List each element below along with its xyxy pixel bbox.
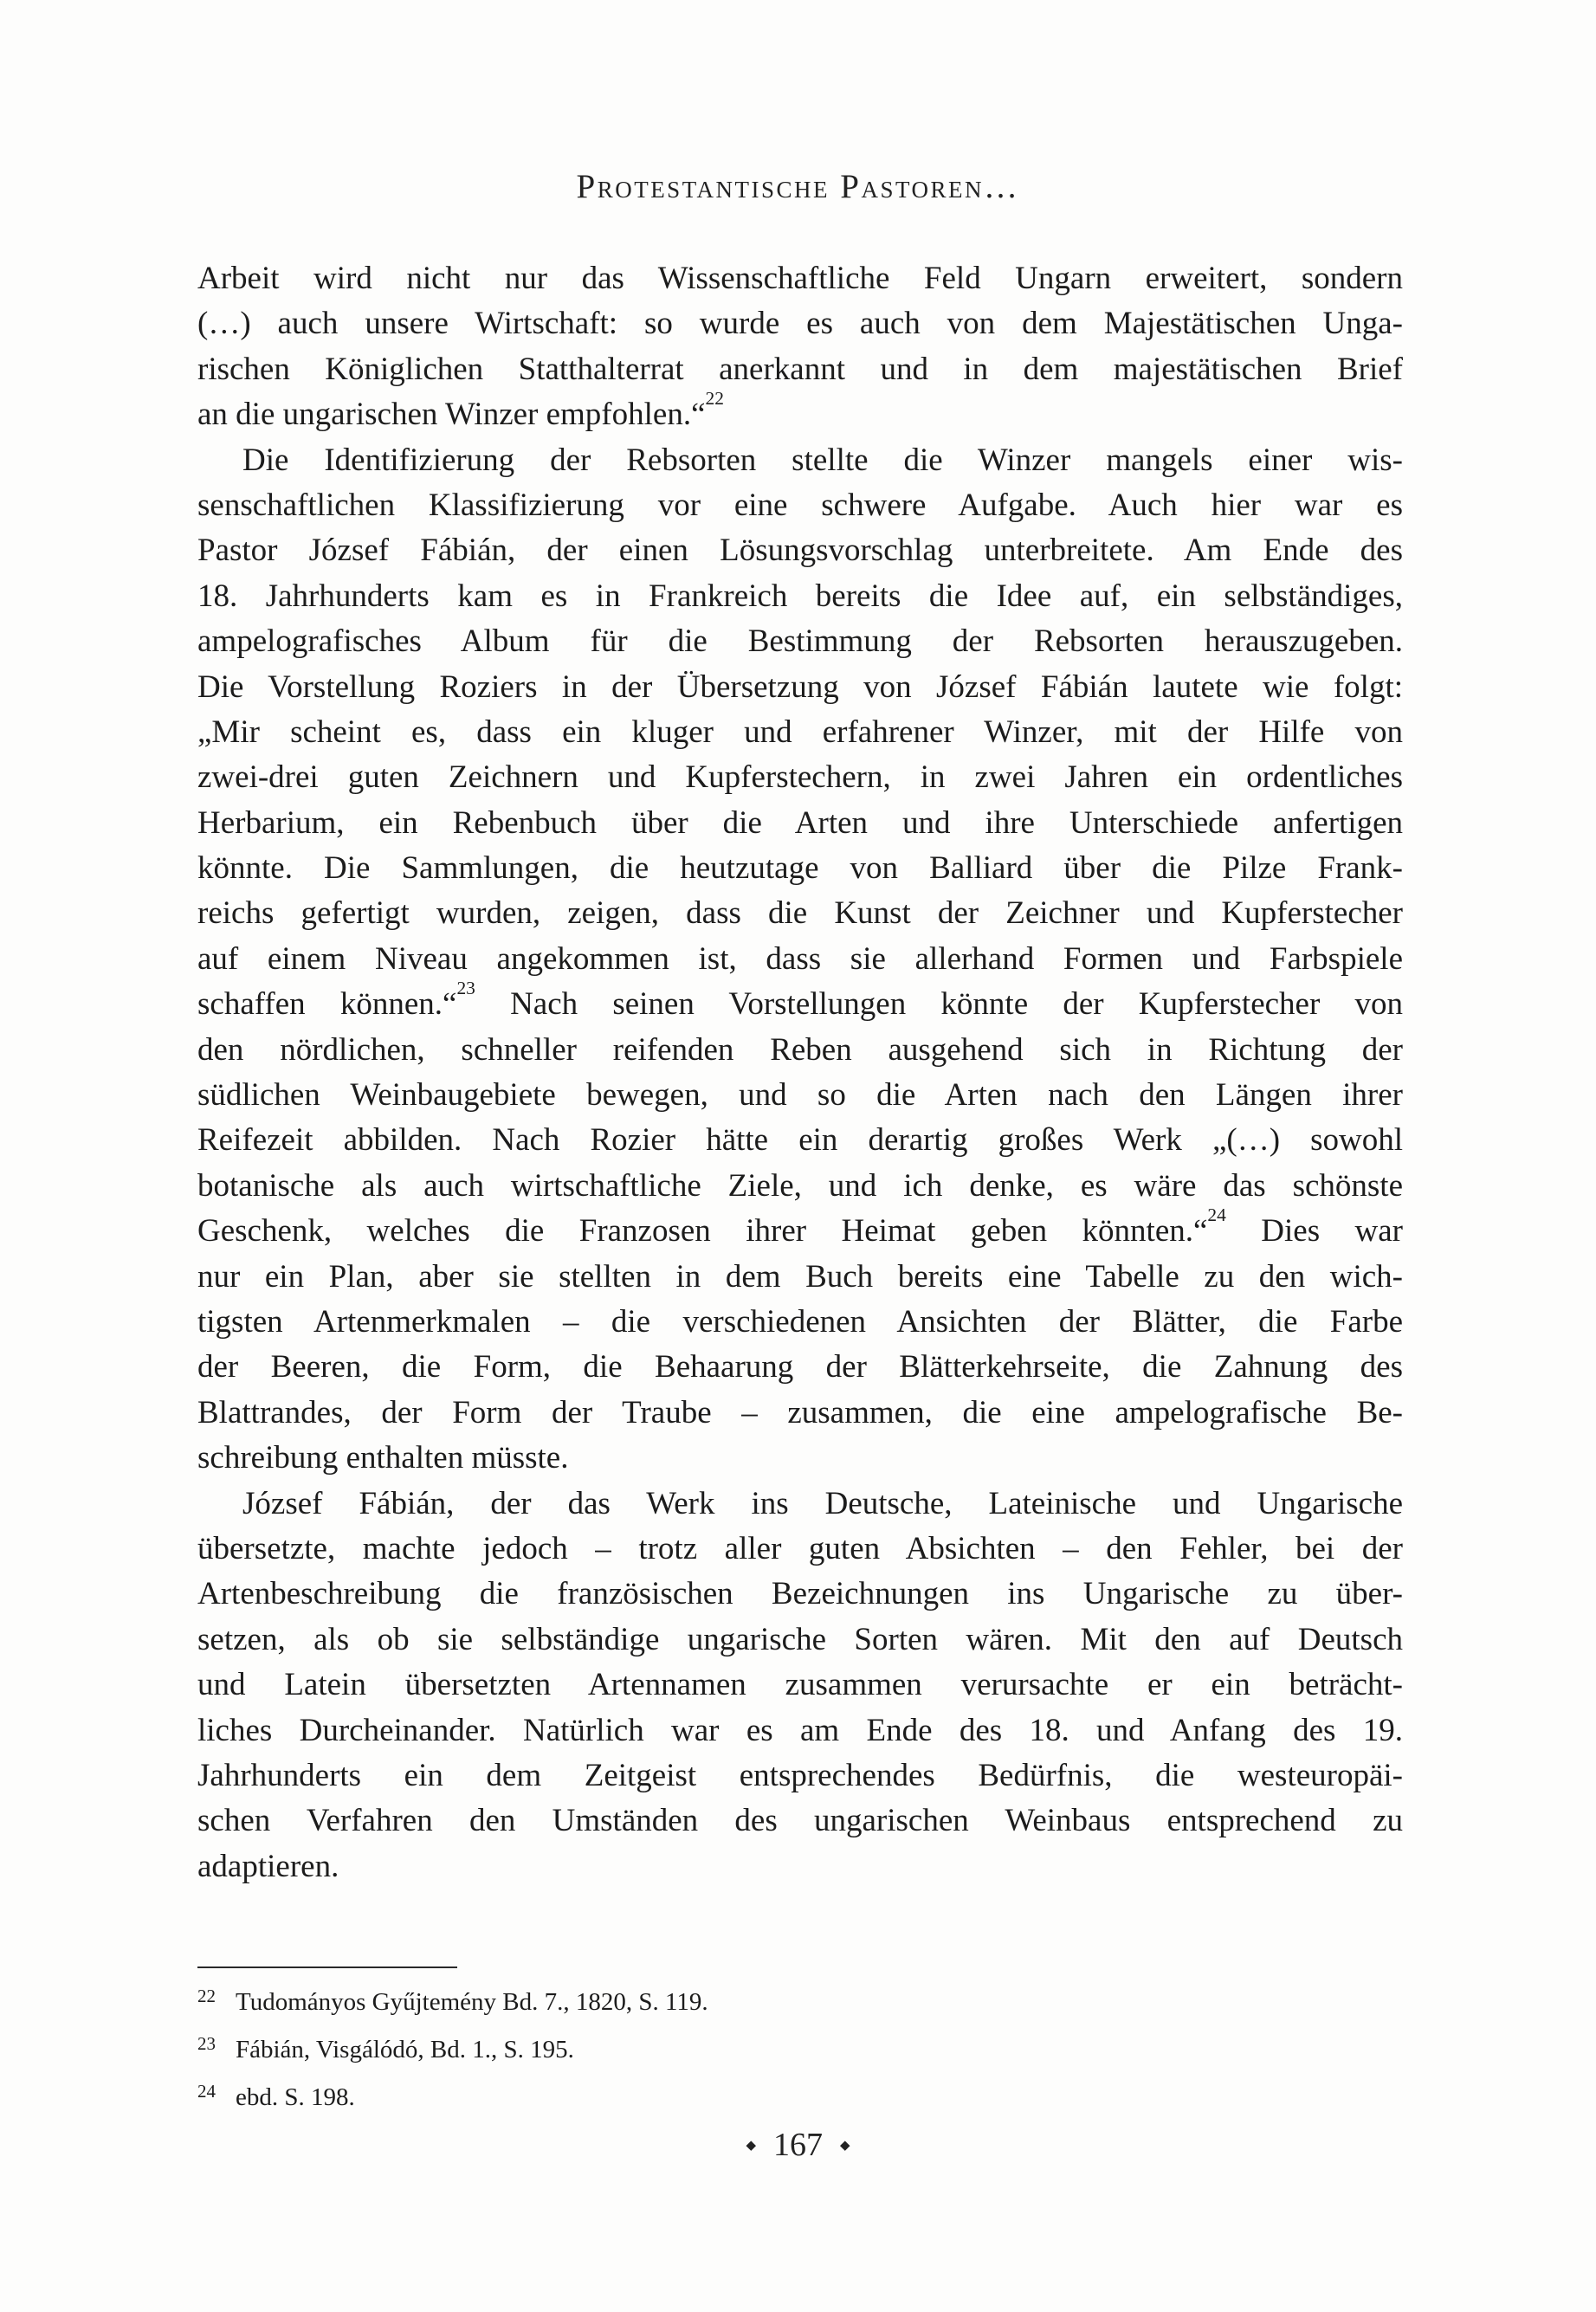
- text-line: schreibung enthalten müsste.: [197, 1440, 569, 1476]
- text-line: Jahrhunderts ein dem Zeitgeist entsprechendes Bedürfnis, die westeuropäi-: [197, 1757, 1403, 1793]
- footnote-ref: 24: [1207, 1209, 1226, 1226]
- text-line: Geschenk, welches die Franzosen ihrer Heimat geben könnten.“$^{24}$ Dies war: [197, 1209, 1403, 1254]
- text-line: Blattrandes, der Form der Traube – zusammen, die eine ampelografische Be-: [197, 1394, 1403, 1430]
- text-line: liches Durcheinander. Natürlich war es am Ende des 18. und Anfang des 19.: [197, 1712, 1403, 1748]
- text-line: zwei-drei guten Zeichnern und Kupferstechern, in zwei Jahren ein ordentliches: [197, 759, 1403, 796]
- footnote-text: Tudományos Gyűjtemény Bd. 7., 1820, S. 119.: [236, 1988, 708, 2016]
- text-line: ampelografisches Album für die Bestimmung der Rebsorten herauszugeben.: [197, 623, 1403, 660]
- text-line: auf einem Niveau angekommen ist, dass sie allerhand Formen und Farbspiele: [197, 940, 1403, 977]
- text-line: schen Verfahren den Umständen des ungarischen Weinbaus entsprechend zu: [197, 1803, 1403, 1839]
- footnotes: [197, 1979, 1403, 2121]
- text-line: Arbeit wird nicht nur das Wissenschaftliche Feld Ungarn erweitert, sondern: [197, 261, 1403, 296]
- text-line: adaptieren.: [197, 1848, 339, 1884]
- paragraph: [197, 256, 1403, 438]
- page-number-bullet-right: ◆: [840, 2139, 850, 2153]
- text-line: rischen Königlichen Statthalterrat anerkannt und in dem majestätischen Brief: [197, 351, 1403, 387]
- text-line: 18. Jahrhunderts kam es in Frankreich bereits die Idee auf, ein selbständiges,: [197, 578, 1403, 614]
- running-header: Protestantische Pastoren…: [576, 168, 1020, 205]
- text-line: Reifezeit abbilden. Nach Rozier hätte ein derartig großes Werk „(…) sowohl: [197, 1122, 1403, 1159]
- text-line: Herbarium, ein Rebenbuch über die Arten und ihre Unterschiede anfertigen: [197, 804, 1403, 841]
- footnote: 24 ebd. S. 198.: [197, 2081, 355, 2111]
- footnote: 23 Fábián, Visgálódó, Bd. 1., S. 195.: [197, 2033, 574, 2063]
- footnote-text: ebd. S. 198.: [236, 2083, 355, 2111]
- body-text: [197, 256, 1403, 1889]
- paragraph: [197, 1482, 1403, 1890]
- text-line: an die ungarischen Winzer empfohlen.“$^{22}$: [197, 392, 1403, 437]
- paragraph: [197, 438, 1403, 1482]
- footnote: 22 Tudományos Gyűjtemény Bd. 7., 1820, S. 119.: [197, 1986, 708, 2016]
- text-line: setzen, als ob sie selbständige ungarische Sorten wären. Mit den auf Deutsch: [197, 1621, 1403, 1657]
- text-line: und Latein übersetzten Artennamen zusammen verursachte er ein beträcht-: [197, 1667, 1403, 1703]
- footnote-text: Fábián, Visgálódó, Bd. 1., S. 195.: [236, 2036, 574, 2063]
- page-number-bullet-left: ◆: [746, 2139, 756, 2153]
- text-line: südlichen Weinbaugebiete bewegen, und so die Arten nach den Längen ihrer: [197, 1077, 1403, 1114]
- text-line: Die Identifizierung der Rebsorten stellte die Winzer mangels einer wis-: [242, 442, 1403, 478]
- footnote-ref: 23: [456, 982, 475, 999]
- text-line: könnte. Die Sammlungen, die heutzutage von Balliard über die Pilze Frank-: [197, 850, 1403, 887]
- page-number-value: 167: [773, 2127, 823, 2163]
- text-line: der Beeren, die Form, die Behaarung der Blätterkehrseite, die Zahnung des: [197, 1349, 1403, 1385]
- text-line: übersetzte, machte jedoch – trotz aller guten Absichten – den Fehler, bei der: [197, 1530, 1403, 1566]
- text-line: „Mir scheint es, dass ein kluger und erfahrener Winzer, mit der Hilfe von: [197, 714, 1403, 750]
- text-line: (…) auch unsere Wirtschaft: so wurde es auch von dem Majestätischen Unga-: [197, 306, 1403, 342]
- page-number: [0, 2126, 1596, 2164]
- text-line: reichs gefertigt wurden, zeigen, dass die Kunst der Zeichner und Kupferstecher: [197, 895, 1403, 932]
- text-line: tigsten Artenmerkmalen – die verschiedenen Ansichten der Blätter, die Farbe: [197, 1303, 1403, 1340]
- text-line: senschaftlichen Klassifizierung vor eine schwere Aufgabe. Auch hier war es: [197, 487, 1403, 523]
- text-line: Die Vorstellung Roziers in der Übersetzung von József Fábián lautete wie folgt:: [197, 668, 1403, 705]
- footnote-ref: 22: [705, 392, 724, 410]
- text-line: Artenbeschreibung die französischen Bezeichnungen ins Ungarische zu über-: [197, 1576, 1403, 1612]
- text-line: József Fábián, der das Werk ins Deutsche, Lateinische und Ungarische: [242, 1485, 1403, 1521]
- footnote-separator: [197, 1966, 457, 1968]
- text-line: nur ein Plan, aber sie stellten in dem Buch bereits eine Tabelle zu den wich-: [197, 1258, 1403, 1295]
- text-line: den nördlichen, schneller reifenden Reben ausgehend sich in Richtung der: [197, 1031, 1403, 1068]
- text-line: botanische als auch wirtschaftliche Ziele, und ich denke, es wäre das schönste: [197, 1167, 1403, 1204]
- text-line: Pastor József Fábián, der einen Lösungsvorschlag unterbreitete. Am Ende des: [197, 533, 1403, 569]
- text-line: schaffen können.“$^{23}$ Nach seinen Vorstellungen könnte der Kupferstecher von: [197, 982, 1403, 1027]
